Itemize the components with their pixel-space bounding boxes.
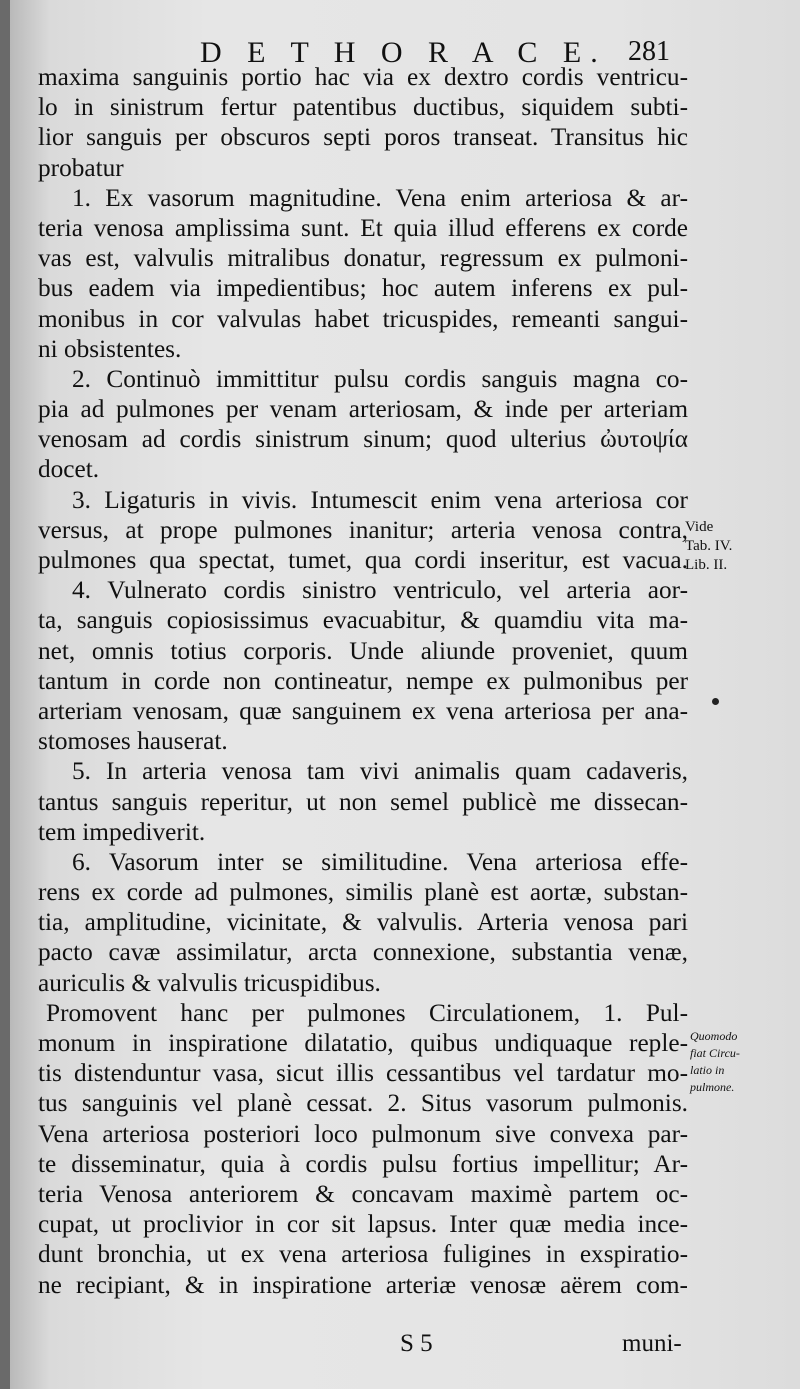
text-line: pulmones qua spectat, tumet, qua cordi inseritur, est vacua. xyxy=(38,546,688,574)
text-line: auriculis & valvulis tricuspidibus. xyxy=(38,968,381,997)
body-text xyxy=(38,62,688,1300)
text-line: tantum in corde non contineatur, nempe ex pulmonibus per xyxy=(38,666,688,695)
margin-note-vide xyxy=(685,518,732,575)
running-title: D E T H O R A C E. xyxy=(200,36,607,69)
text-line: pacto cavæ assimilatur, arcta connexione, substantia venæ, xyxy=(38,938,688,967)
text-line: 3. Ligaturis in vivis. Intumescit enim vena arteriosa cor xyxy=(72,485,688,514)
text-line: bus eadem via impedientibus; hoc autem inferens ex pul- xyxy=(38,274,688,303)
catchword: muni- xyxy=(622,1330,682,1357)
text-line: teria venosa amplissima sunt. Et quia illud efferens ex corde xyxy=(38,213,688,242)
margin-note-line: Tab. IV. xyxy=(685,538,733,554)
text-line: lo in sinistrum fertur patentibus ductibus, siquidem subti- xyxy=(38,93,688,122)
margin-note-line: Lib. II. xyxy=(685,557,728,573)
text-line: tantus sanguis reperitur, ut non semel publicè me dissecan- xyxy=(38,787,688,816)
book-page xyxy=(10,0,800,1389)
page-footer xyxy=(10,1330,800,1370)
text-line: lior sanguis per obscuros septi poros transeat. Transitus hic xyxy=(38,123,688,152)
text-line: monibus in cor valvulas habet tricuspides, remeanti sangui- xyxy=(38,304,688,333)
text-line: tus sanguinis vel planè cessat. 2. Situs vasorum pulmonis. xyxy=(38,1089,688,1118)
text-line: vas est, valvulis mitralibus donatur, regressum ex pulmoni- xyxy=(38,244,688,273)
text-line: te disseminatur, quia à cordis pulsu fortius impellitur; Ar- xyxy=(38,1149,688,1178)
margin-note-line: latio in xyxy=(690,1063,725,1077)
text-line: maxima sanguinis portio hac via ex dextro cordis ventricu- xyxy=(38,63,688,91)
text-line: ta, sanguis copiosissimus evacuabitur, & quamdiu vita ma- xyxy=(38,606,688,635)
text-line: docet. xyxy=(38,455,100,484)
text-line: ne recipiant, & in inspiratione arteriæ venosæ aërem com- xyxy=(38,1270,688,1299)
text-line: probatur xyxy=(38,153,124,182)
text-line: ni obsistentes. xyxy=(38,334,182,363)
text-line: tia, amplitudine, vicinitate, & valvulis. Arteria venosa pari xyxy=(38,908,688,937)
text-line: monum in inspiratione dilatatio, quibus undiquaque reple- xyxy=(38,1029,688,1057)
margin-note-quomodo xyxy=(690,1028,740,1096)
text-line: Promovent hanc per pulmones Circulationem, 1. Pul- xyxy=(46,998,688,1027)
text-line: tem impediverit. xyxy=(38,817,206,846)
text-line: cupat, ut proclivior in cor sit lapsus. Inter quæ media ince- xyxy=(38,1210,688,1239)
text-line: dunt bronchia, ut ex vena arteriosa fuligines in exspiratio- xyxy=(38,1240,688,1269)
text-line: Vena arteriosa posteriori loco pulmonum sive convexa par- xyxy=(38,1119,688,1148)
text-line: teria Venosa anteriorem & concavam maximè partem oc- xyxy=(38,1179,688,1208)
text-line: tis distenduntur vasa, sicut illis cessantibus vel tardatur mo- xyxy=(38,1059,688,1088)
text-line: arteriam venosam, quæ sanguinem ex vena arteriosa per ana- xyxy=(38,696,688,725)
margin-note-line: fiat Circu- xyxy=(690,1046,740,1060)
text-line: versus, at prope pulmones inanitur; arteria venosa contra, xyxy=(38,515,688,544)
signature-mark: S 5 xyxy=(400,1330,433,1357)
text-line: rens ex corde ad pulmones, similis planè est aortæ, substan- xyxy=(38,878,688,907)
margin-note-line: Vide xyxy=(685,519,714,535)
text-line: 1. Ex vasorum magnitudine. Vena enim arteriosa & ar- xyxy=(72,183,688,212)
page-number: 281 xyxy=(628,36,670,67)
text-line: net, omnis totius corporis. Unde aliunde proveniet, quum xyxy=(38,636,688,665)
text-line: 6. Vasorum inter se similitudine. Vena arteriosa effe- xyxy=(72,847,688,876)
text-line: 5. In arteria venosa tam vivi animalis quam cadaveris, xyxy=(72,757,688,786)
text-line: venosam ad cordis sinistrum sinum; quod ulterius ὠυτοψία xyxy=(38,425,688,454)
text-line: 4. Vulnerato cordis sinistro ventriculo, vel arteria aor- xyxy=(72,576,688,605)
margin-note-line: Quomodo xyxy=(690,1029,738,1043)
margin-dot xyxy=(712,698,719,705)
text-line: 2. Continuò immittitur pulsu cordis sanguis magna co- xyxy=(72,364,688,393)
margin-note-line: pulmone. xyxy=(690,1080,735,1094)
text-line: stomoses hauserat. xyxy=(38,727,228,756)
text-line: pia ad pulmones per venam arteriosam, & inde per arteriam xyxy=(38,395,688,424)
